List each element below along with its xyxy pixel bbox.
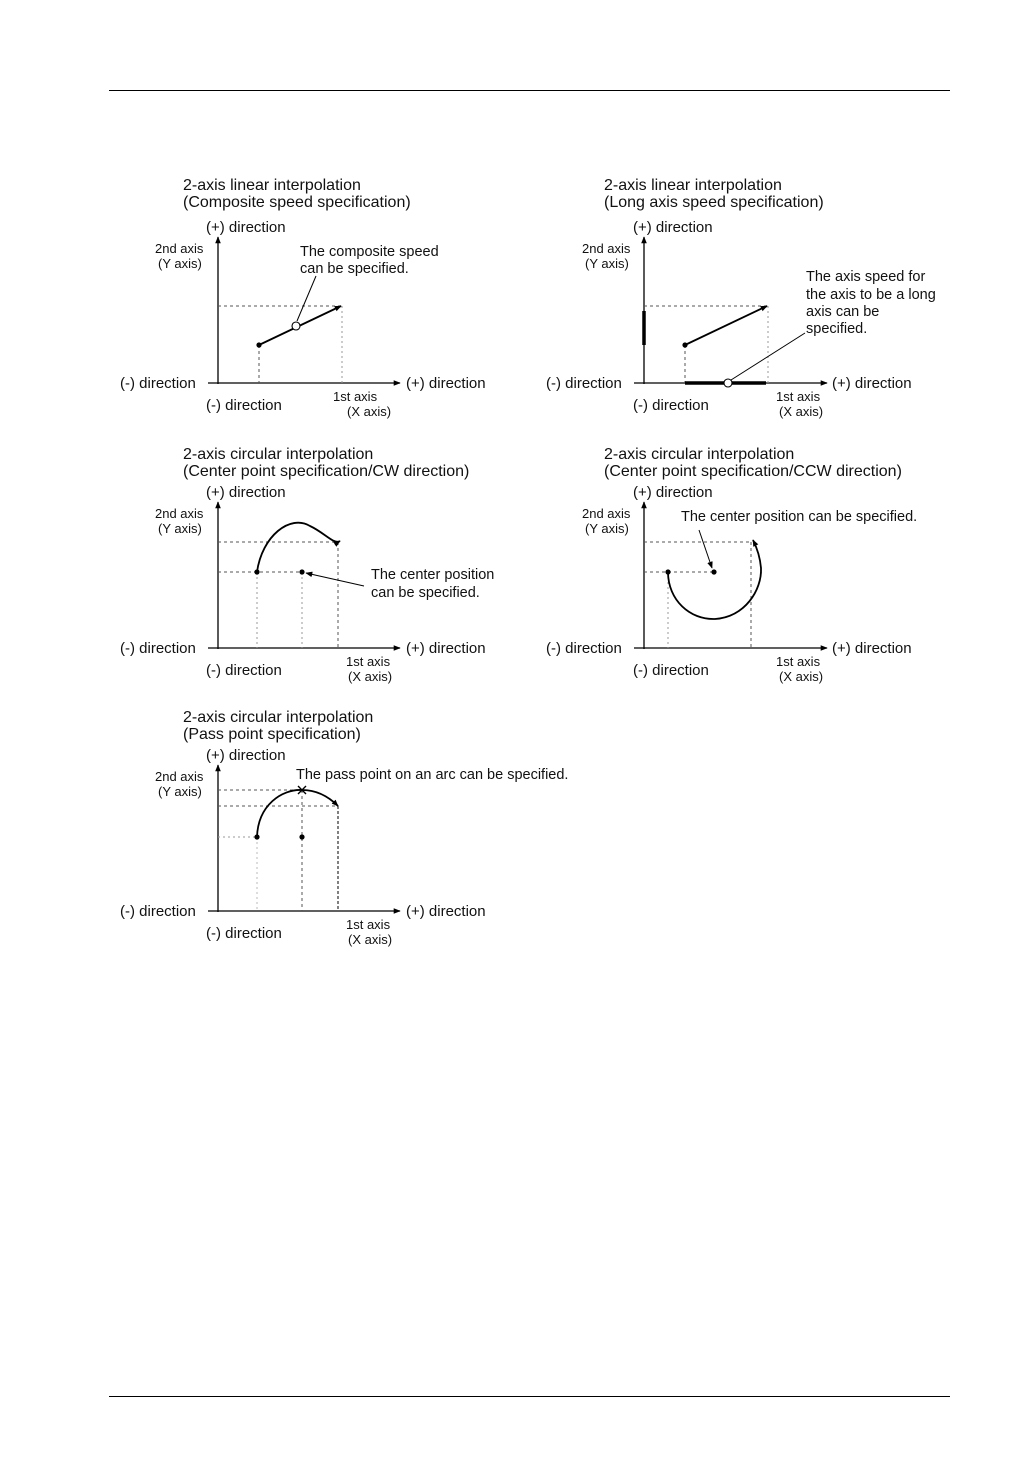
- y-positive-label: (+) direction: [206, 484, 286, 501]
- x-positive-label: (+) direction: [832, 375, 912, 392]
- speed-marker: [292, 322, 300, 330]
- note-line: The composite speed: [300, 244, 439, 260]
- callout-line: [306, 573, 364, 586]
- diagram-circular-pass-point: [120, 709, 568, 947]
- note-line: axis can be: [806, 304, 880, 320]
- note-line: can be specified.: [300, 261, 409, 277]
- diagram-subtitle: (Center point specification/CCW direction): [604, 463, 902, 480]
- y-axis-label-sub: (Y axis): [585, 256, 629, 271]
- diagram-subtitle: (Center point specification/CW direction): [183, 463, 470, 480]
- note-line: The axis speed for: [806, 269, 926, 285]
- note-line: The center position: [371, 567, 495, 583]
- x-negative-label: (-) direction: [120, 903, 196, 920]
- x-axis-label-sub: (X axis): [779, 404, 824, 419]
- x-axis-label-sub: (X axis): [779, 669, 824, 684]
- diagram-title: 2-axis linear interpolation: [183, 177, 361, 194]
- note-line: specified.: [806, 321, 868, 337]
- callout-line: [699, 530, 712, 568]
- y-positive-label: (+) direction: [206, 747, 286, 764]
- diagram-title: 2-axis linear interpolation: [604, 177, 782, 194]
- x-negative-label: (-) direction: [120, 640, 196, 657]
- y-negative-label: (-) direction: [633, 397, 709, 414]
- x-negative-label: (-) direction: [546, 640, 622, 657]
- x-axis-label-sub: (X axis): [347, 404, 392, 419]
- diagram-title: 2-axis circular interpolation: [604, 446, 795, 463]
- diagram-subtitle: (Pass point specification): [183, 726, 361, 743]
- x-axis-label: 1st axis: [776, 389, 821, 404]
- x-axis-label: 1st axis: [346, 917, 391, 932]
- center-point: [711, 569, 716, 574]
- diagram-linear-composite: [120, 177, 486, 419]
- x-negative-label: (-) direction: [120, 375, 196, 392]
- diagram-subtitle: (Composite speed specification): [183, 194, 411, 211]
- callout-line: [297, 276, 316, 321]
- y-axis-label-sub: (Y axis): [158, 521, 202, 536]
- y-axis-label: 2nd axis: [155, 769, 204, 784]
- y-negative-label: (-) direction: [206, 925, 282, 942]
- x-axis-label: 1st axis: [776, 654, 821, 669]
- y-positive-label: (+) direction: [633, 219, 713, 236]
- diagram-circular-center-ccw: [546, 446, 917, 684]
- arc-path: [257, 523, 340, 572]
- x-positive-label: (+) direction: [832, 640, 912, 657]
- x-positive-label: (+) direction: [406, 640, 486, 657]
- y-negative-label: (-) direction: [206, 397, 282, 414]
- speed-marker: [724, 379, 732, 387]
- diagram-linear-long-axis: [546, 177, 936, 419]
- x-axis-label-sub: (X axis): [348, 669, 393, 684]
- note-line: can be specified.: [371, 585, 480, 601]
- y-axis-label: 2nd axis: [155, 506, 204, 521]
- diagram-title: 2-axis circular interpolation: [183, 709, 374, 726]
- diagram-title: 2-axis circular interpolation: [183, 446, 374, 463]
- x-axis-label-sub: (X axis): [348, 932, 393, 947]
- y-positive-label: (+) direction: [206, 219, 286, 236]
- x-positive-label: (+) direction: [406, 903, 486, 920]
- y-negative-label: (-) direction: [206, 662, 282, 679]
- y-axis-label: 2nd axis: [582, 506, 631, 521]
- center-point: [299, 834, 304, 839]
- arc-path: [668, 540, 761, 619]
- note-line: The pass point on an arc can be specified.: [296, 767, 569, 783]
- y-negative-label: (-) direction: [633, 662, 709, 679]
- arc-path: [257, 790, 338, 837]
- note-line: The center position can be specified.: [681, 509, 918, 525]
- start-point: [256, 342, 261, 347]
- start-point: [254, 569, 259, 574]
- x-negative-label: (-) direction: [546, 375, 622, 392]
- note-line: the axis to be a long: [806, 287, 936, 303]
- y-axis-label: 2nd axis: [582, 241, 631, 256]
- diagram-circular-center-cw: [120, 446, 494, 684]
- y-axis-label-sub: (Y axis): [158, 784, 202, 799]
- y-axis-label: 2nd axis: [155, 241, 204, 256]
- y-axis-label-sub: (Y axis): [585, 521, 629, 536]
- x-positive-label: (+) direction: [406, 375, 486, 392]
- x-axis-label: 1st axis: [333, 389, 378, 404]
- start-point: [682, 342, 687, 347]
- start-point: [254, 834, 259, 839]
- x-axis-label: 1st axis: [346, 654, 391, 669]
- y-positive-label: (+) direction: [633, 484, 713, 501]
- start-point: [665, 569, 670, 574]
- y-axis-label-sub: (Y axis): [158, 256, 202, 271]
- diagram-subtitle: (Long axis speed specification): [604, 194, 824, 211]
- interpolation-path: [685, 306, 767, 345]
- center-point: [299, 569, 304, 574]
